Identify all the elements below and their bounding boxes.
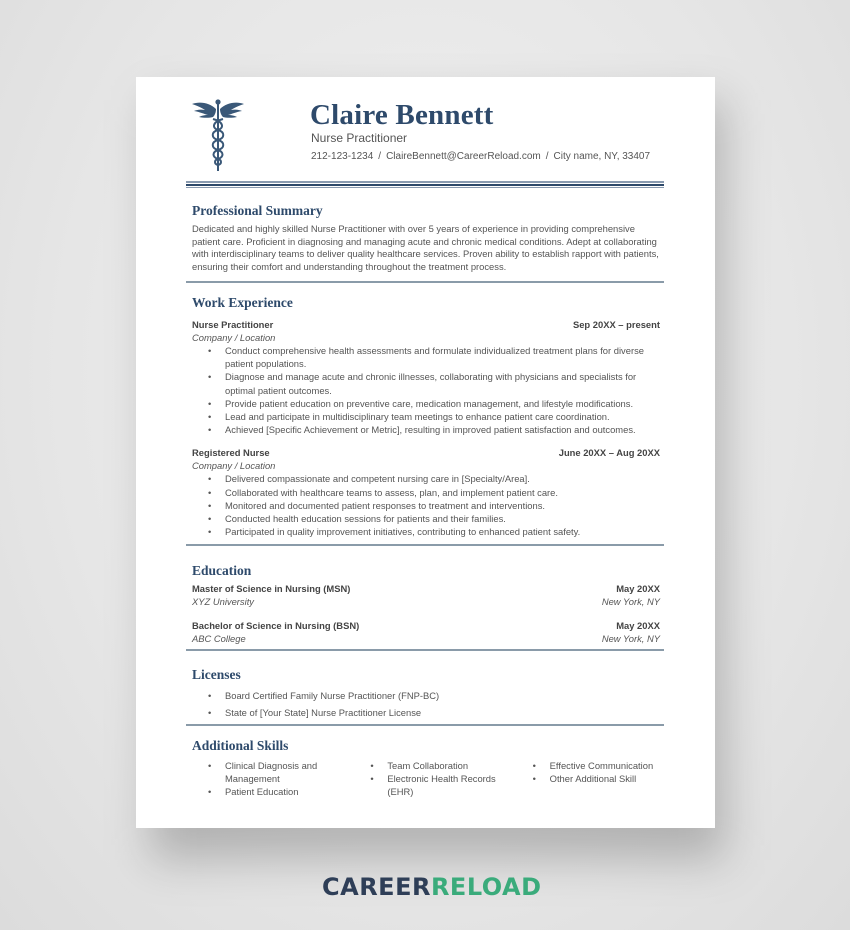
section-heading: Licenses <box>192 667 241 682</box>
candidate-title: Nurse Practitioner <box>311 131 408 145</box>
separator: / <box>378 151 382 162</box>
degree: Master of Science in Nursing (MSN) <box>192 583 351 594</box>
skill-item: • Effective Communication <box>550 759 660 772</box>
candidate-name: Claire Bennett <box>310 99 494 131</box>
brand-part2: RELOAD <box>430 873 542 901</box>
job-bullet: • Achieved [Specific Achievement or Metric], resulting in improved patient satisfaction and outcomes. <box>225 423 660 436</box>
skill-item: • Team Collaboration <box>387 759 497 772</box>
job-title: Registered Nurse <box>192 447 270 459</box>
section-divider <box>186 544 664 546</box>
job-bullet: • Collaborated with healthcare teams to assess, plan, and implement patient care. <box>225 486 660 499</box>
header-rule <box>186 181 664 188</box>
section-heading: Education <box>192 563 252 578</box>
job-bullet: • Diagnose and manage acute and chronic illnesses, collaborating with physicians and specialists for optimal patient outcomes. <box>225 370 660 396</box>
school: ABC College <box>192 633 246 644</box>
careerreload-logo <box>322 873 542 901</box>
job-entry <box>186 447 664 538</box>
license-item: • State of [Your State] Nurse Practitioner License <box>225 704 660 721</box>
summary-section <box>186 203 664 283</box>
degree: Bachelor of Science in Nursing (BSN) <box>192 620 360 631</box>
education-entry <box>186 620 664 644</box>
experience-section <box>186 295 664 546</box>
skill-item: • Electronic Health Records (EHR) <box>387 772 497 798</box>
education-entry <box>186 583 664 607</box>
contact-line <box>311 151 650 162</box>
job-company: Company / Location <box>192 332 276 343</box>
job-dates: Sep 20XX – present <box>572 319 660 330</box>
section-heading: Additional Skills <box>192 738 289 753</box>
skill-item: • Other Additional Skill <box>550 772 660 785</box>
section-heading: Work Experience <box>192 295 293 310</box>
job-bullet: • Conducted health education sessions for patients and their families. <box>225 512 660 525</box>
job-entry <box>186 319 664 436</box>
section-divider <box>186 724 664 726</box>
job-bullet: • Lead and participate in multidisciplinary team meetings to enhance patient care coordination. <box>225 410 660 423</box>
licenses-section <box>186 667 664 726</box>
skill-item: • Clinical Diagnosis and Management <box>225 759 335 785</box>
section-divider <box>186 649 664 651</box>
location: City name, NY, 33407 <box>553 151 651 162</box>
job-bullet: • Participated in quality improvement initiatives, contributing to enhanced patient safety. <box>225 525 660 538</box>
education-section <box>186 563 664 651</box>
skill-item: • Patient Education <box>225 785 335 798</box>
section-divider <box>186 281 664 283</box>
school: XYZ University <box>192 596 254 607</box>
edu-date: May 20XX <box>616 620 660 631</box>
job-bullet: • Monitored and documented patient responses to treatment and interventions. <box>225 499 660 512</box>
job-dates: June 20XX – Aug 20XX <box>558 447 660 459</box>
brand-part1: CAREER <box>322 873 431 901</box>
job-company: Company / Location <box>192 460 276 472</box>
edu-location: New York, NY <box>601 596 660 607</box>
skills-section <box>186 738 664 799</box>
license-item: • Board Certified Family Nurse Practitioner (FNP-BC) <box>225 687 660 704</box>
job-title: Nurse Practitioner <box>192 319 274 330</box>
job-bullet: • Conduct comprehensive health assessments and formulate individualized treatment plans for diverse patient populations. <box>225 344 660 370</box>
caduceus-icon <box>192 97 244 172</box>
section-heading: Professional Summary <box>192 203 323 218</box>
job-bullet: • Delivered compassionate and competent nursing care in [Specialty/Area]. <box>225 472 660 485</box>
separator: / <box>545 151 549 162</box>
resume-page <box>136 77 715 828</box>
job-bullet: • Provide patient education on preventive care, medication management, and lifestyle modifications. <box>225 397 660 410</box>
edu-location: New York, NY <box>601 633 660 644</box>
email: ClaireBennett@CareerReload.com <box>386 151 541 162</box>
summary-text: Dedicated and highly skilled Nurse Practitioner with over 5 years of experience in providing comprehensive patient care. Proficient in diagnosing and managing acute and chronic medical conditions. Adept at collaborating with interdisciplinary teams to deliver quality healthcare services. Proven ability to establish rapport with patients, ensuring their comfort and understanding throughout the treatment process. <box>192 223 659 272</box>
edu-date: May 20XX <box>616 583 660 594</box>
phone: 212-123-1234 <box>311 151 374 162</box>
